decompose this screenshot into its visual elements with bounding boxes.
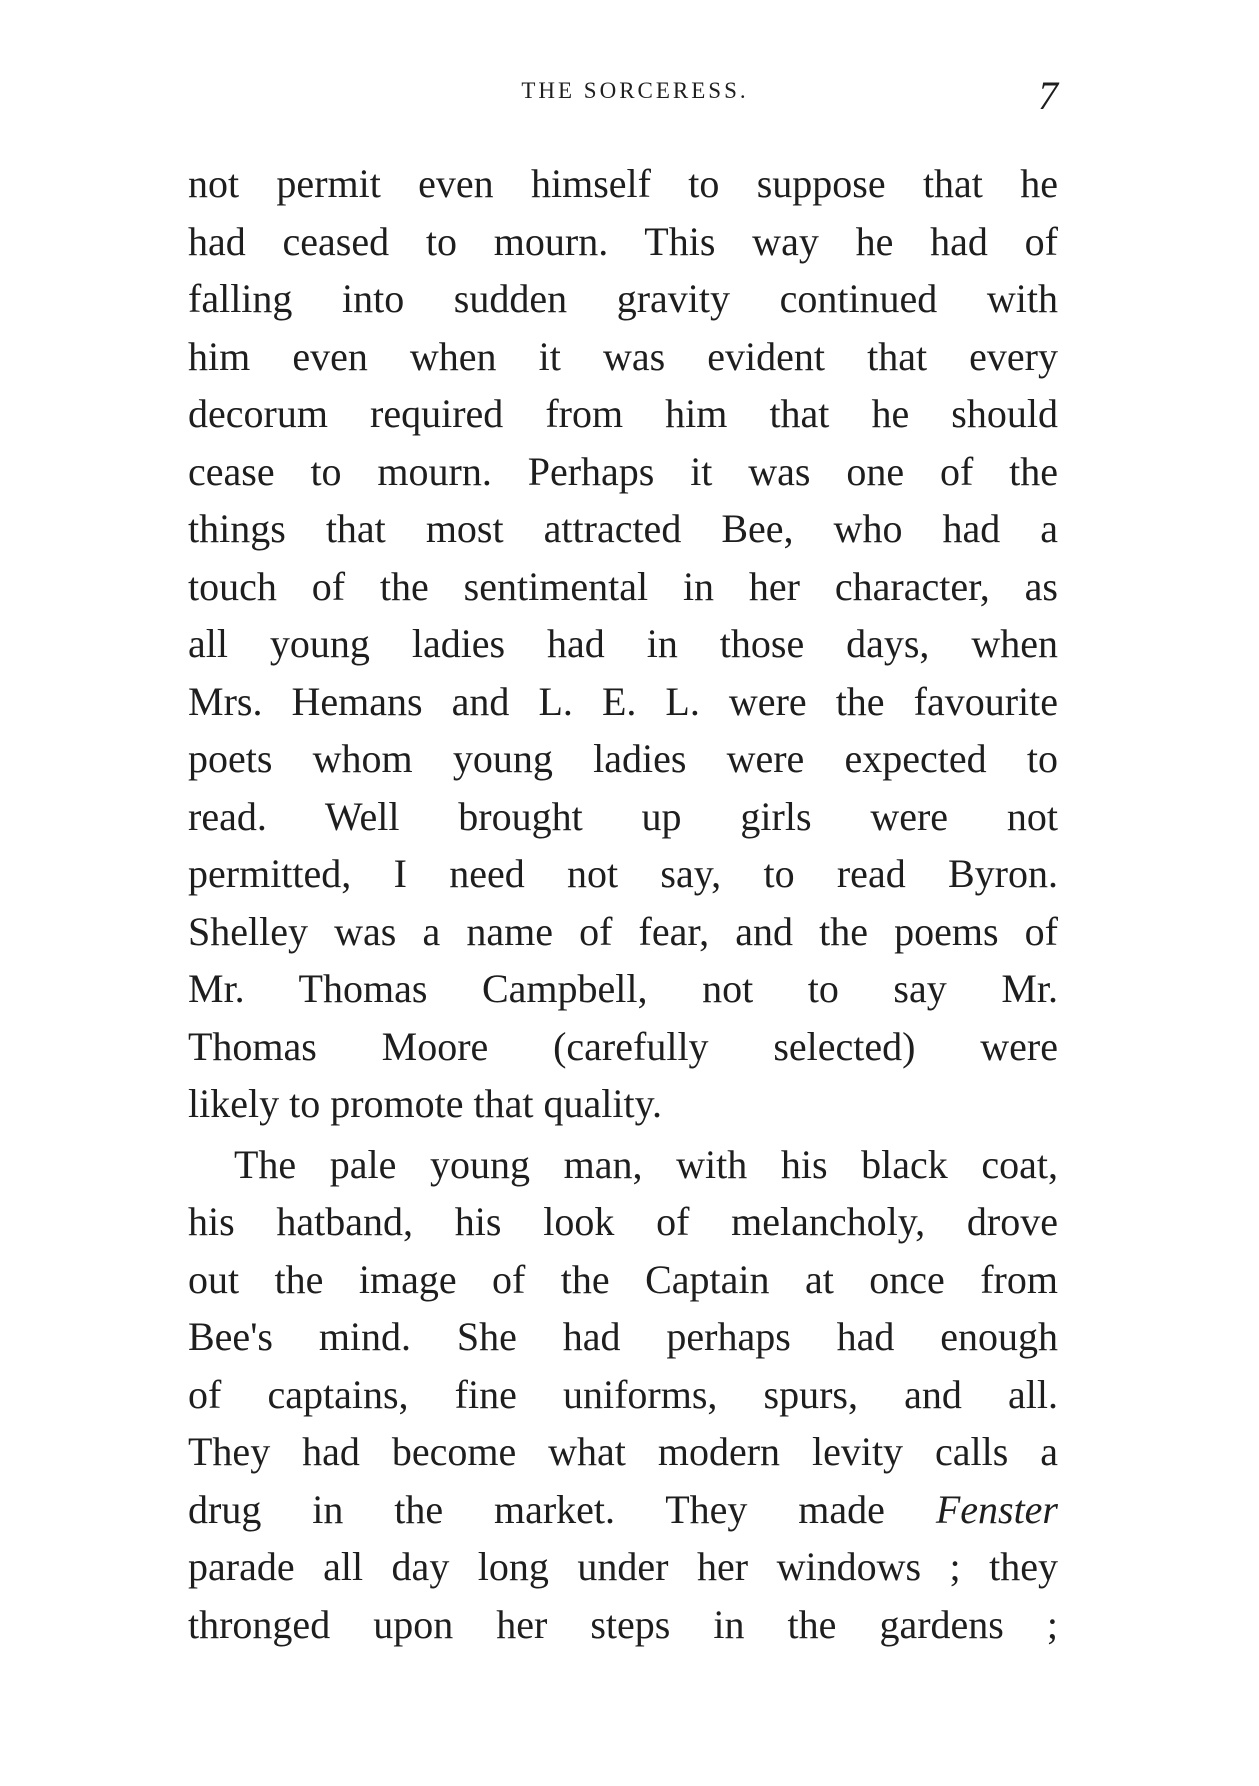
text-line-with-italic: [188, 1481, 1058, 1539]
text-line: thronged upon her steps in the gardens ;: [188, 1601, 1058, 1647]
text-segment: drug in the market. They made: [188, 1486, 936, 1532]
text-line: They had become what modern levity calls a: [188, 1429, 1058, 1474]
text-line: Bee's mind. She had perhaps had enough: [188, 1314, 1058, 1359]
italic-word: Fenster: [935, 1486, 1058, 1532]
text-line: Mrs. Hemans and L. E. L. were the favourite: [188, 678, 1058, 724]
text-line: of captains, fine uniforms, spurs, and all.: [188, 1371, 1058, 1417]
text-line: Thomas Moore (carefully selected) were: [188, 1023, 1058, 1069]
running-title: THE SORCERESS.: [521, 78, 749, 103]
text-line: permitted, I need not say, to read Byron.: [188, 851, 1058, 896]
text-line: out the image of the Captain at once from: [188, 1256, 1058, 1302]
text-line: likely to promote that quality.: [188, 1081, 662, 1126]
text-line: The pale young man, with his black coat,: [234, 1141, 1058, 1187]
text-line: had ceased to mourn. This way he had of: [188, 218, 1058, 264]
text-line: all young ladies had in those days, when: [188, 621, 1058, 666]
page-number: 7: [1038, 73, 1058, 118]
text-line: him even when it was evident that every: [188, 333, 1058, 379]
body-text: [188, 155, 1058, 1653]
text-line: decorum required from him that he should: [188, 391, 1058, 436]
text-line: touch of the sentimental in her character, as: [188, 563, 1058, 609]
text-line: parade all day long under her windows ; they: [188, 1544, 1058, 1589]
text-line: his hatband, his look of melancholy, drove: [188, 1199, 1058, 1244]
text-line: poets whom young ladies were expected to: [188, 736, 1058, 781]
text-line: not permit even himself to suppose that he: [188, 161, 1058, 206]
text-line: Mr. Thomas Campbell, not to say Mr.: [188, 966, 1058, 1011]
text-line: cease to mourn. Perhaps it was one of the: [188, 448, 1058, 494]
text-line: falling into sudden gravity continued with: [188, 276, 1058, 321]
text-line: read. Well brought up girls were not: [188, 793, 1058, 839]
text-line: Shelley was a name of fear, and the poems of: [188, 908, 1058, 954]
text-line: things that most attracted Bee, who had a: [188, 506, 1058, 551]
